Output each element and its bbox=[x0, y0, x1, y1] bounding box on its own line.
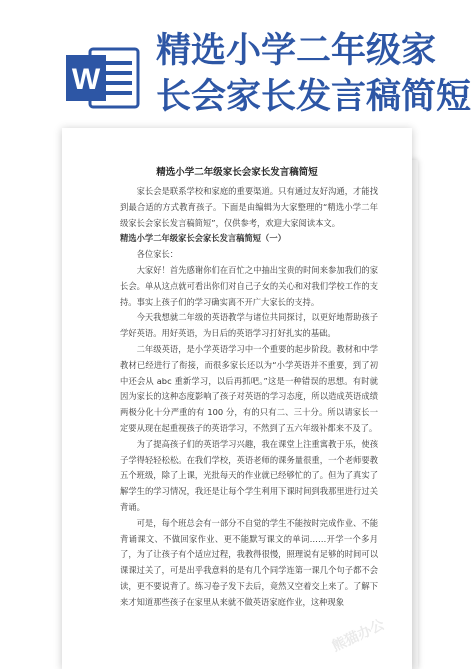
svg-text:W: W bbox=[71, 63, 101, 96]
document-body bbox=[120, 184, 378, 611]
headline-title bbox=[156, 28, 472, 120]
intro-paragraph: 家长会是联系学校和家庭的重要渠道。只有通过友好沟通，才能找到最合适的方式教育孩子。下面是由编辑为大家整理的“精选小学二年级家长会家长发言稿简短”，仅供参考，欢迎大家阅读本文。 bbox=[120, 186, 378, 228]
watermark: 熊猫办公 bbox=[329, 616, 388, 655]
body-paragraph: 为了提高孩子们的英语学习兴趣，我在课堂上注重寓教于乐，使孩子学得轻轻松松。在我们学校，英语老师的课务量很重，一个老师要教五个班级，除了上课，光批每天的作业就已经够忙的了。但为了真实了解学生的学习情况，我还是让每个学生利用下课时间到我那里进行过关背诵。 bbox=[120, 438, 378, 512]
headline-line-2: 长会家长发言稿简短 bbox=[156, 77, 472, 117]
greeting: 各位家长： bbox=[136, 249, 179, 260]
headline-line-1: 精选小学二年级家 bbox=[156, 31, 437, 71]
word-document-icon bbox=[64, 43, 142, 113]
body-paragraph: 二年级英语，是小学英语学习中一个重要的起步阶段。教材和中学教材已经进行了衔接，而很多家长还以为“小学英语并不重要，到了初中还会从 abc 重新学习，以后再抓吧。”这是一种错误的思想。有时就因为家长的这种态度影响了孩子对英语的学习态度，所以造成英语成绩两极分化十分严重的有 100 分，有的只有二、三十分。所以请家长一定要从现在起重视孩子的英语学习，不然到了五六年级补都来不及了。 bbox=[120, 343, 378, 433]
document-page bbox=[62, 128, 412, 669]
section-subheading: 精选小学二年级家长会家长发言稿简短（一） bbox=[120, 233, 286, 244]
body-paragraph: 今天我想就二年级的英语教学与诸位共同探讨，以更好地帮助孩子学好英语。用好英语，为日后的英语学习打好扎实的基础。 bbox=[120, 312, 378, 339]
body-paragraph: 大家好！首先感谢你们在百忙之中抽出宝贵的时间来参加我们的家长会。单从这点就可看出你们对自己子女的关心和对我们学校工作的支持。事实上孩子们的学习确实离不开广大家长的支持。 bbox=[120, 264, 378, 307]
body-paragraph: 可是，每个班总会有一部分不自觉的学生不能按时完成作业、不能背诵课文、不做回家作业、更不能默写课文的单词……开学一个多月了，为了让孩子有个适应过程，我教得很慢，照理说有足够的时间可以课课过关了，可是出乎我意料的是有几个同学连第一课几个句子都不会读，更不要说背了。练习卷子发下去后，竟然又空着交上来了。了解下来才知道那些孩子在家里从来就不做英语家庭作业，这种现象 bbox=[120, 517, 378, 607]
document-title: 精选小学二年级家长会家长发言稿简短 bbox=[156, 167, 318, 178]
